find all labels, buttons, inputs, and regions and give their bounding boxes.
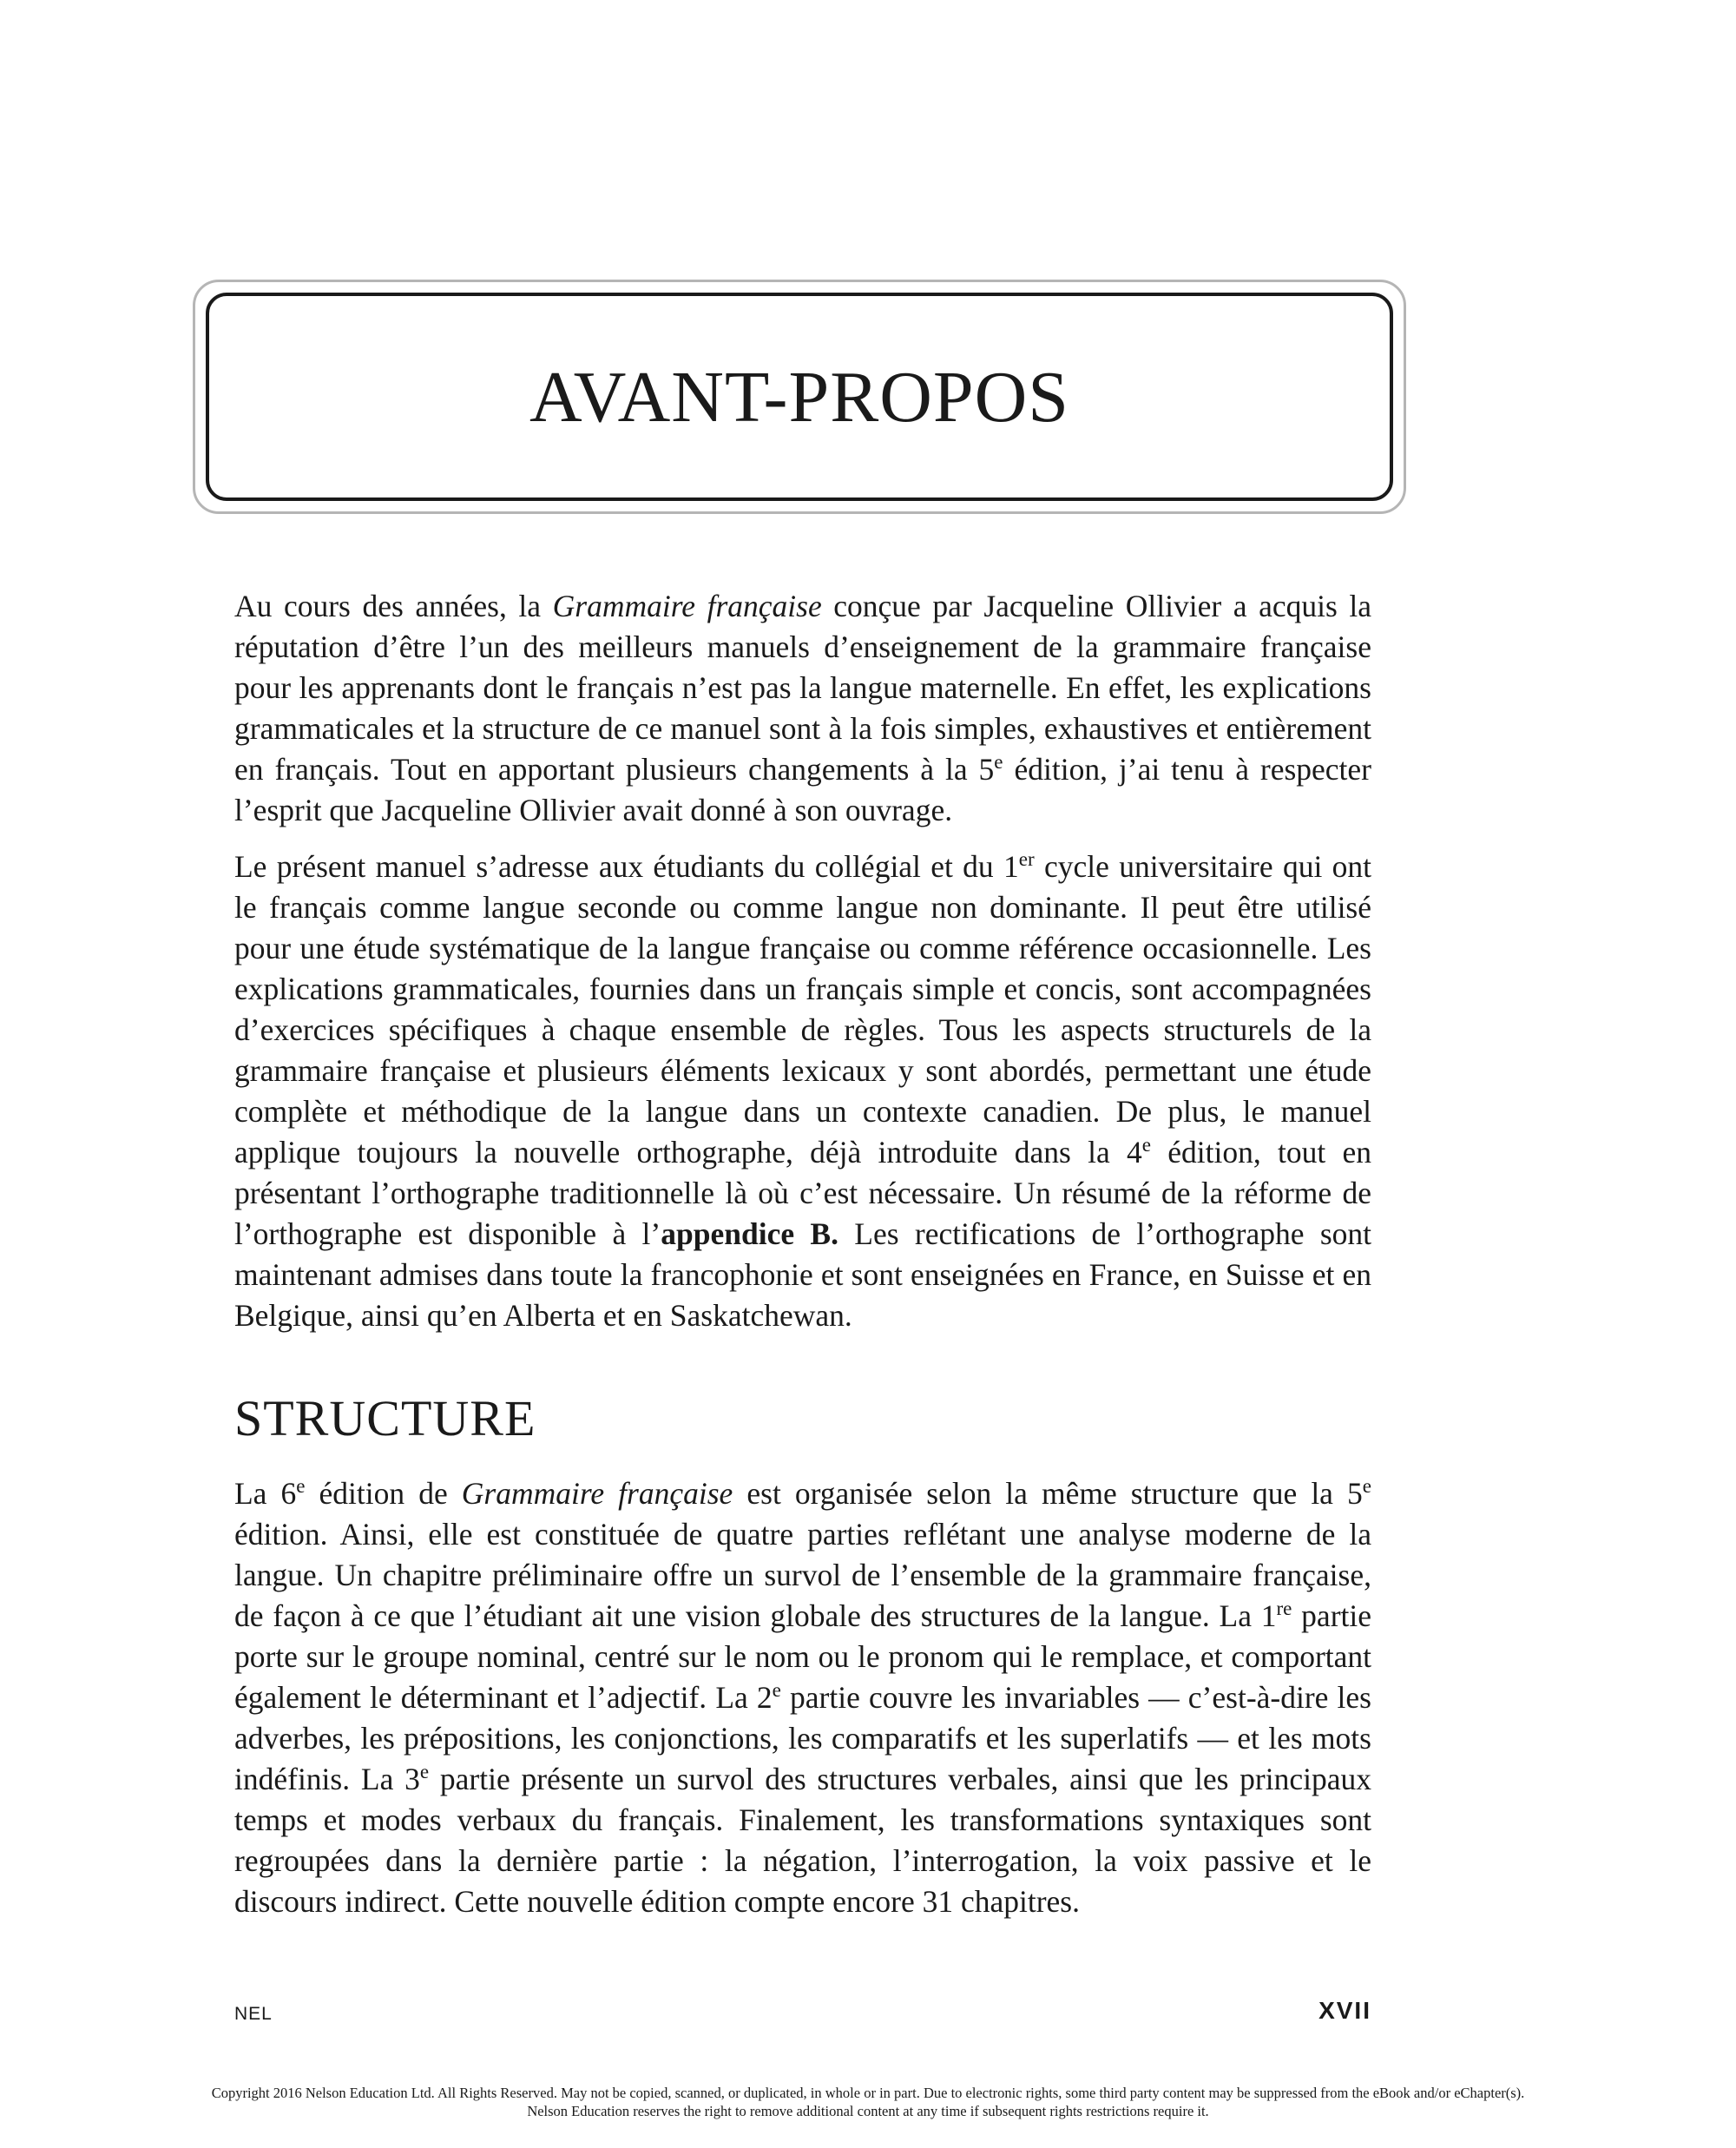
book-title: Grammaire française <box>461 1476 733 1511</box>
intro-paragraph-2: Le présent manuel s’adresse aux étudiants du collégial et du 1er cycle universitaire qui ont le français comme langue seconde ou comme langue non dominante. Il peut être utilisé pour une étude systématique de la langue française ou comme référence occasionnelle. Les explications grammaticales, fournies dans un français simple et concis, sont accompagnées d’exercices spécifiques à chaque ensemble de règles. Tous les aspects structurels de la grammaire française et plusieurs éléments lexicaux y sont abordés, permettant une étude complète et méthodique de la langue dans un contexte canadien. De plus, le manuel applique toujours la nouvelle orthographe, déjà introduite dans la 4e édition, tout en présentant l’orthographe traditionnelle là où c’est nécessaire. Un résumé de la réforme de l’orthographe est disponible à l’appendice B. Les rectifications de l’orthographe sont maintenant admises dans toute la francophonie et sont enseignées en France, en Suisse et en Belgique, ainsi qu’en Alberta et en Saskatchewan. <box>234 847 1371 1333</box>
copyright-line-2: Nelson Education reserves the right to remove additional content at any time if subsequent rights restrictions require it. <box>527 2103 1209 2119</box>
page-title: AVANT-PROPOS <box>529 356 1070 438</box>
book-title: Grammaire française <box>552 589 822 623</box>
page-number: XVII <box>1318 1997 1371 2024</box>
copyright-line-1: Copyright 2016 Nelson Education Ltd. All Rights Reserved. May not be copied, scanned, or duplicated, in whole or in part. Due to electronic rights, some third party content may be suppressed from the eBook and/or eChapter(s). <box>211 2085 1525 2101</box>
structure-paragraph: La 6e édition de Grammaire française est organisée selon la même structure que la 5e édition. Ainsi, elle est constituée de quatre parties reflétant une analyse moderne de la langue. Un chapitre préliminaire offre un survol de l’ensemble de la grammaire française, de façon à ce que l’étudiant ait une vision globale des structures de la langue. La 1re partie porte sur le groupe nominal, centré sur le nom ou le pronom qui le remplace, et comportant également le déterminant et l’adjectif. La 2e partie couvre les invariables — c’est-à-dire les adverbes, les prépositions, les conjonctions, les comparatifs et les superlatifs — et les mots indéfinis. La 3e partie présente un survol des structures verbales, ainsi que les principaux temps et modes verbaux du français. Finalement, les transformations syntaxiques sont regroupées dans la dernière partie : la négation, l’interrogation, la voix passive et le discours indirect. Cette nouvelle édition compte encore 31 chapitres. <box>234 1474 1371 1919</box>
title-frame <box>193 280 1406 514</box>
footer-publisher: NEL <box>234 2004 273 2024</box>
title-box <box>206 293 1393 501</box>
section-heading-structure: STRUCTURE <box>234 1390 536 1446</box>
copyright-notice <box>0 2084 1736 2120</box>
intro-paragraph-1: Au cours des années, la Grammaire française conçue par Jacqueline Ollivier a acquis la réputation d’être l’un des meilleurs manuels d’enseignement de la grammaire française pour les apprenants dont le français n’est pas la langue maternelle. En effet, les explications grammaticales et la structure de ce manuel sont à la fois simples, exhaustives et entièrement en français. Tout en apportant plusieurs changements à la 5e édition, j’ai tenu à respecter l’esprit que Jacqueline Ollivier avait donné à son ouvrage. <box>234 589 1371 827</box>
appendix-reference: appendice B. <box>661 1216 838 1251</box>
